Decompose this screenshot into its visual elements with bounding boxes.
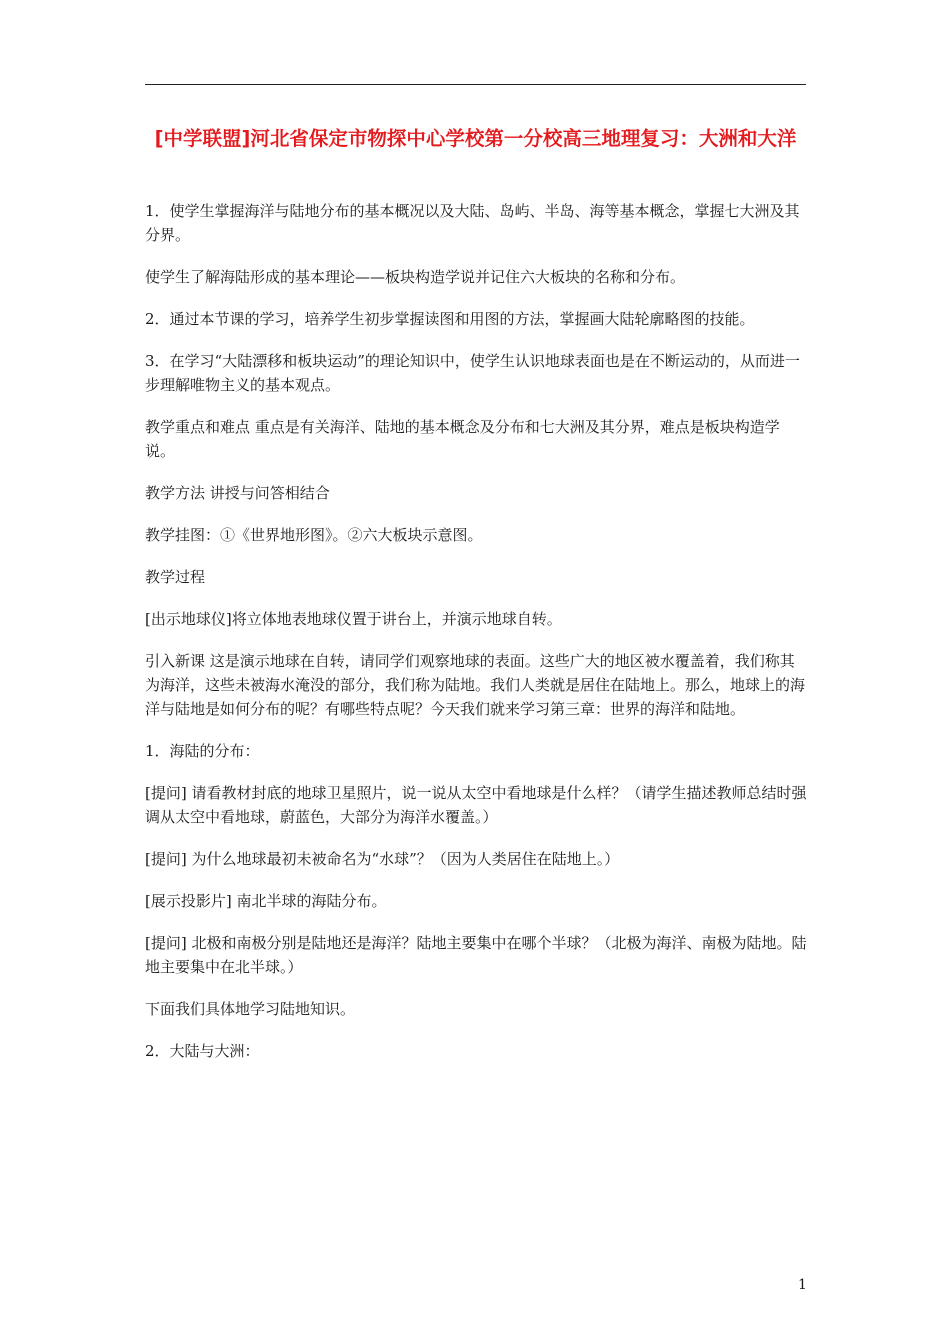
paragraph-transition: 下面我们具体地学习陆地知识。 [145,1000,356,1018]
paragraph-objective-3: 3．在学习“大陆漂移和板块运动”的理论知识中，使学生认识地球表面也是在不断运动的，从而进一步理解唯物主义的基本观点。 [145,352,800,394]
paragraph-method: 教学方法 讲授与问答相结合 [145,484,330,502]
paragraph-process-heading: 教学过程 [145,568,206,586]
paragraph-section-2: 2．大陆与大洲： [145,1042,260,1060]
paragraph-question-2: [提问] 为什么地球最初未被命名为“水球”？（因为人类居住在陆地上。） [145,850,620,868]
document-body [145,199,808,1081]
paragraph-objective-2: 2．通过本节课的学习，培养学生初步掌握读图和用图的方法，掌握画大陆轮廓略图的技能。 [145,310,755,328]
paragraph-introduction: 引入新课 这是演示地球在自转，请同学们观察地球的表面。这些广大的地区被水覆盖着，我们称其为海洋，这些未被海水淹没的部分，我们称为陆地。我们人类就是居住在陆地上。那么，地球上的海洋与陆地是如何分布的呢？有哪些特点呢？今天我们就来学习第三章：世界的海洋和陆地。 [145,652,806,718]
paragraph-key-points: 教学重点和难点 重点是有关海洋、陆地的基本概念及分布和七大洲及其分界，难点是板块构造学说。 [145,418,780,460]
paragraph-section-1: 1．海陆的分布： [145,742,260,760]
page-number: 1 [798,1277,807,1293]
paragraph-question-3: [提问] 北极和南极分别是陆地还是海洋？陆地主要集中在哪个半球？（北极为海洋、南极为陆地。陆地主要集中在北半球。） [145,934,807,976]
paragraph-wall-charts: 教学挂图：①《世界地形图》。②六大板块示意图。 [145,526,483,544]
header-rule [145,84,806,85]
paragraph-question-1: [提问] 请看教材封底的地球卫星照片，说一说从太空中看地球是什么样？（请学生描述教师总结时强调从太空中看地球，蔚蓝色，大部分为海洋水覆盖。） [145,784,807,826]
paragraph-globe-demo: [出示地球仪]将立体地表地球仪置于讲台上，并演示地球自转。 [145,610,562,628]
paragraph-objective-1: 1．使学生掌握海洋与陆地分布的基本概况以及大陆、岛屿、半岛、海等基本概念，掌握七大洲及其分界。 [145,202,800,244]
paragraph-slide: [展示投影片] 南北半球的海陆分布。 [145,892,387,910]
paragraph-objective-1b: 使学生了解海陆形成的基本理论——板块构造学说并记住六大板块的名称和分布。 [145,268,686,286]
document-title: [中学联盟]河北省保定市物探中心学校第一分校高三地理复习：大洲和大洋 [154,127,797,150]
